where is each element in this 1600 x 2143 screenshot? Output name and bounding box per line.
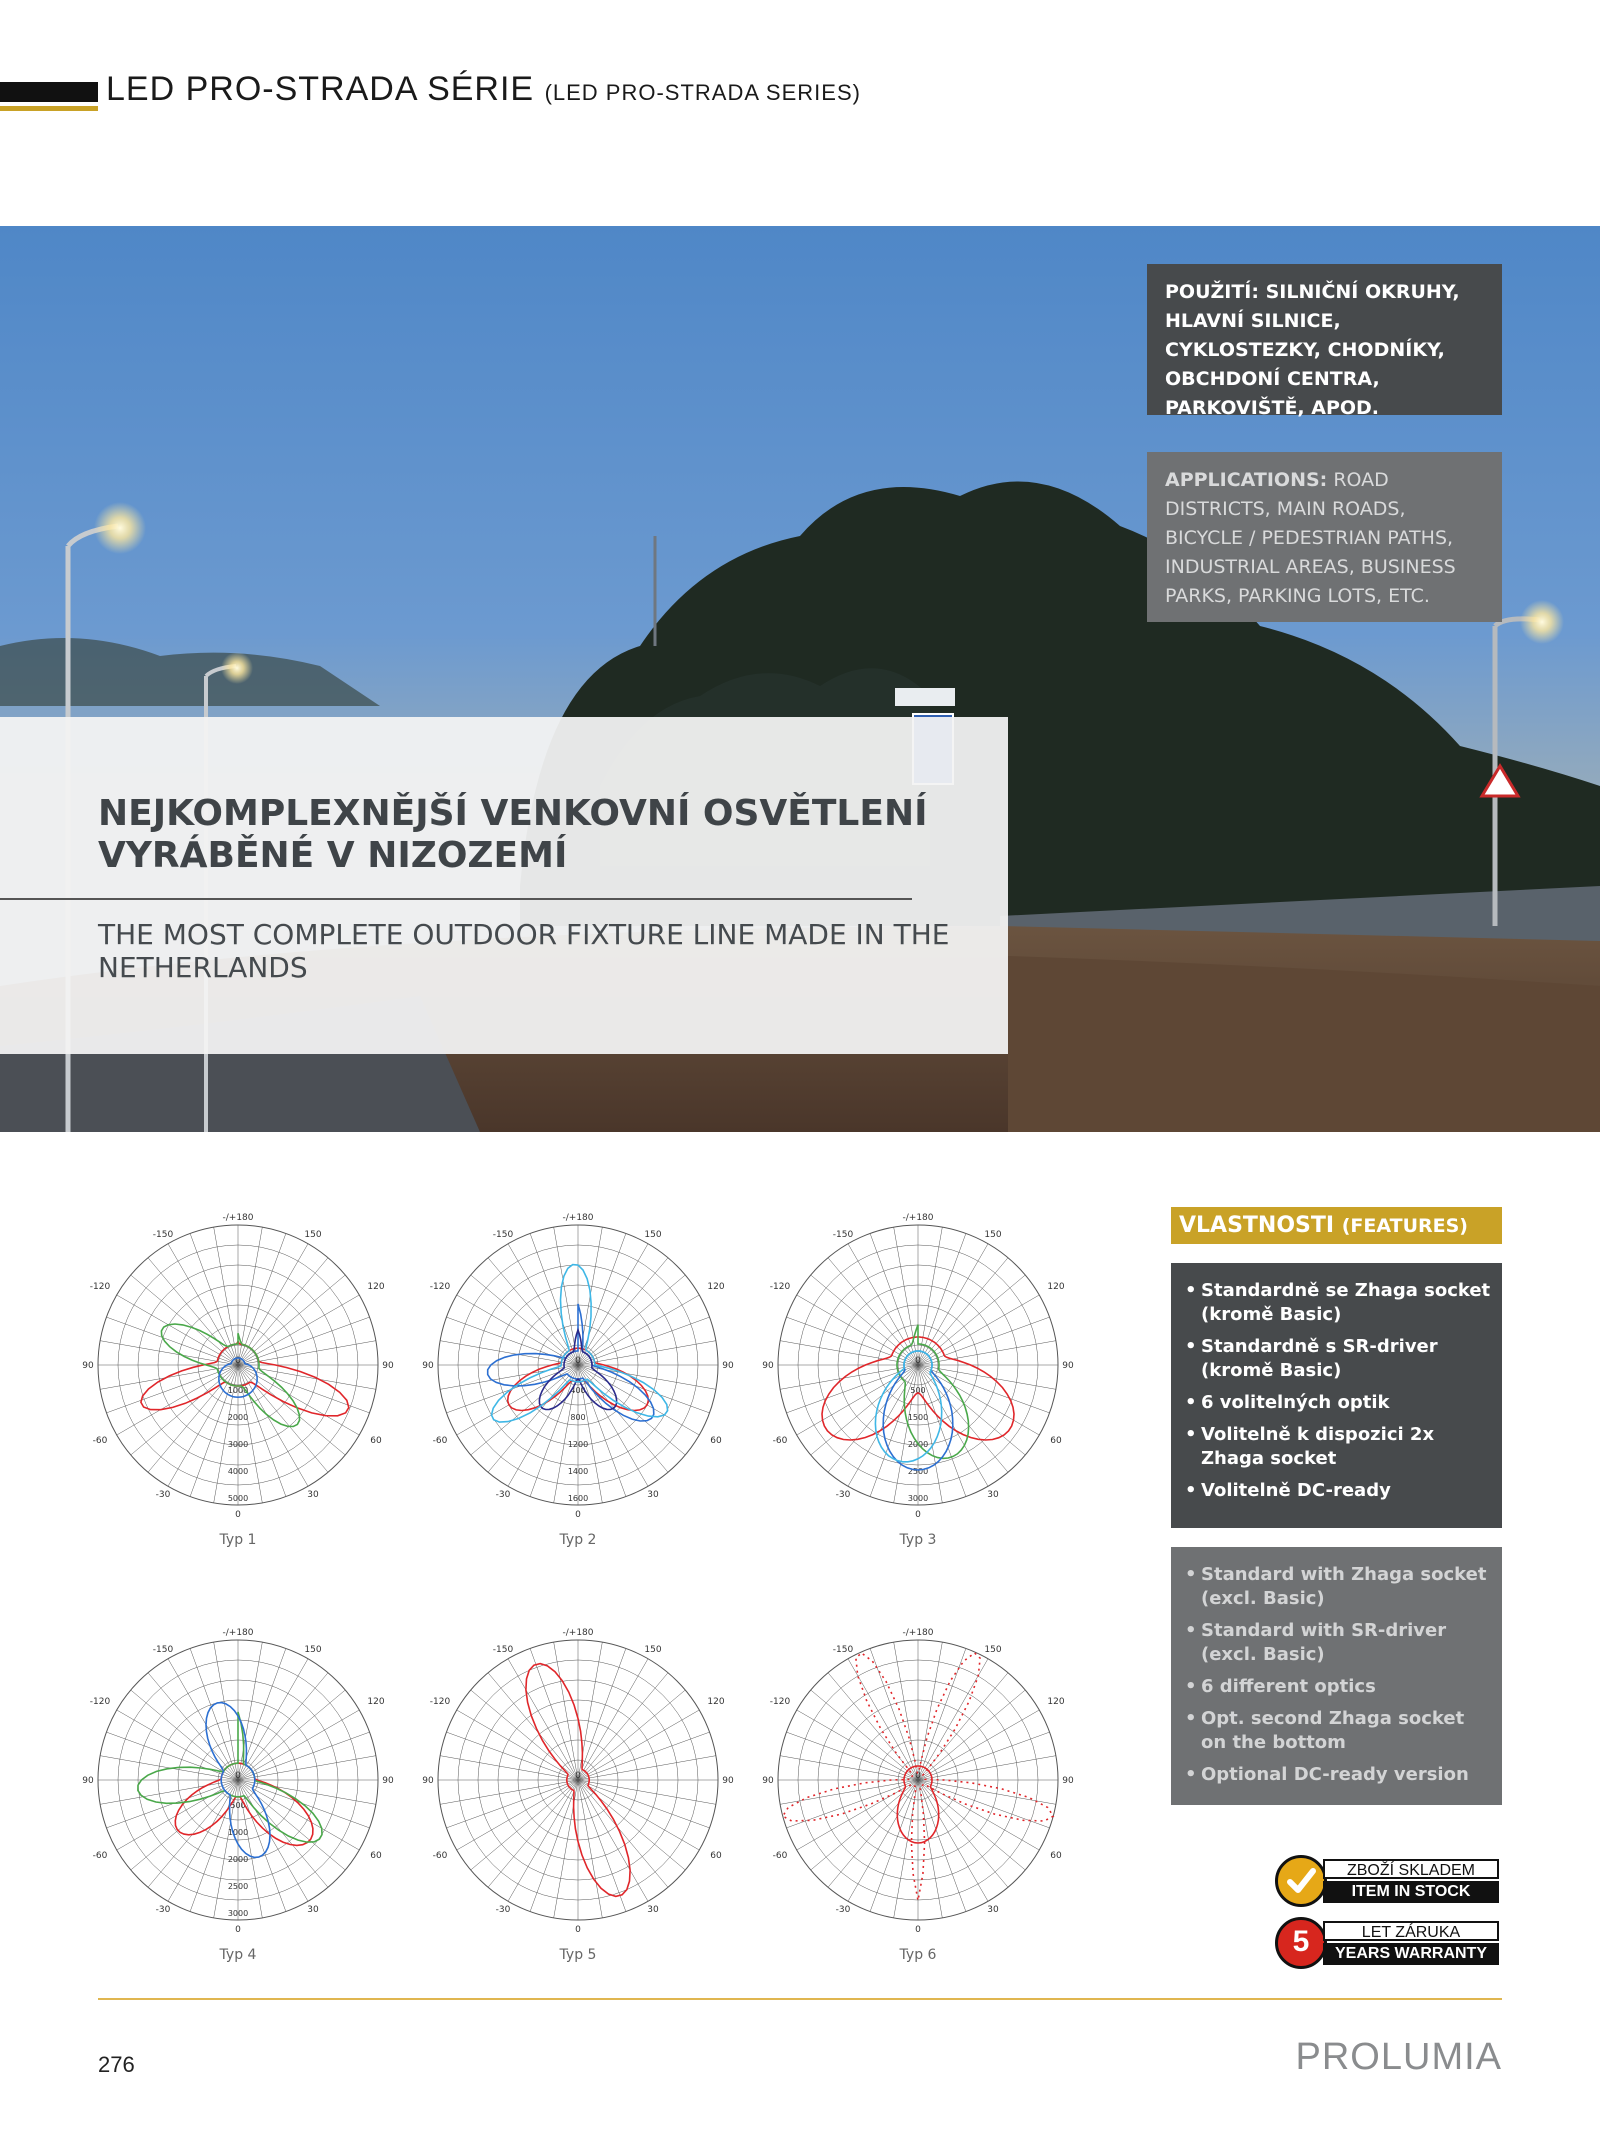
diagram-caption: Typ 4	[219, 1947, 257, 1963]
angle-label: -60	[432, 1851, 448, 1861]
radial-value-label: 500	[910, 1386, 926, 1395]
diagram-caption: Typ 3	[899, 1532, 937, 1548]
angle-label: -/+180	[562, 1628, 594, 1638]
angle-label: 30	[307, 1905, 319, 1915]
angle-label: -60	[772, 1436, 788, 1446]
angle-label: 150	[304, 1230, 322, 1240]
polar-spoke	[106, 1732, 238, 1780]
polar-spoke	[446, 1780, 578, 1828]
angle-label: -60	[92, 1851, 108, 1861]
warranty-cz: LET ZÁRUKA	[1323, 1921, 1499, 1941]
angle-label: 150	[644, 1645, 662, 1655]
angle-label: 90	[762, 1776, 774, 1786]
polar-grid	[422, 1620, 734, 1950]
angle-label: 90	[382, 1361, 394, 1371]
radial-value-label: 1600	[567, 1494, 589, 1503]
headline-panel	[0, 717, 1008, 1054]
applications-cz-box	[1147, 264, 1502, 419]
radial-value-label: 1500	[907, 1413, 929, 1422]
polar-diagram-typ-3	[762, 1205, 1074, 1555]
angle-label: 90	[1062, 1361, 1074, 1371]
angle-label: 0	[235, 1771, 241, 1781]
polar-diagram-typ-4	[82, 1620, 394, 1970]
angle-label: -120	[769, 1697, 791, 1707]
polar-spoke	[578, 1648, 626, 1780]
polar-spoke	[828, 1780, 918, 1887]
polar-spoke	[578, 1673, 668, 1780]
feature-item: • 6 different optics	[1185, 1675, 1492, 1699]
polar-spoke	[578, 1365, 668, 1472]
angle-label: -150	[832, 1230, 854, 1240]
angle-label: 90	[82, 1361, 94, 1371]
polar-spoke	[578, 1233, 626, 1365]
angle-label: 0	[235, 1925, 241, 1935]
angle-label: -30	[155, 1490, 171, 1500]
radial-value-label: 800	[570, 1413, 586, 1422]
angle-label: 120	[707, 1282, 725, 1292]
intensity-curve	[161, 1324, 299, 1427]
radial-value-label: 2500	[227, 1882, 249, 1891]
polar-spoke	[238, 1673, 328, 1780]
angle-label: -120	[89, 1697, 111, 1707]
polar-spoke	[918, 1780, 966, 1912]
angle-label: -30	[155, 1905, 171, 1915]
angle-label: 0	[915, 1510, 921, 1520]
angle-label: 120	[1047, 1697, 1065, 1707]
diagram-caption: Typ 2	[559, 1532, 597, 1548]
angle-label: -/+180	[222, 1213, 254, 1223]
polar-spoke	[578, 1780, 668, 1887]
applications-en-label: APPLICATIONS:	[1165, 469, 1328, 491]
angle-label: -/+180	[902, 1628, 934, 1638]
features-en-box	[1171, 1547, 1502, 1805]
angle-label: 60	[1050, 1851, 1062, 1861]
polar-spoke	[488, 1780, 578, 1887]
page-number: 276	[98, 2052, 135, 2077]
angle-label: -60	[92, 1436, 108, 1446]
angle-label: 30	[647, 1490, 659, 1500]
polar-diagram-typ-2	[422, 1205, 734, 1555]
feature-item: • Standardně s SR-driver (kromě Basic)	[1185, 1335, 1492, 1383]
polar-spoke	[238, 1690, 345, 1780]
angle-label: 0	[915, 1771, 921, 1781]
polar-spoke	[530, 1780, 578, 1912]
angle-label: 90	[382, 1776, 394, 1786]
radial-value-label: 400	[570, 1386, 586, 1395]
angle-label: -30	[495, 1490, 511, 1500]
header-accent-bar-gold	[0, 106, 98, 111]
warranty-number: 5	[1275, 1917, 1327, 1969]
diagram-caption: Typ 6	[899, 1947, 937, 1963]
angle-label: -150	[152, 1645, 174, 1655]
radial-value-label: 2000	[227, 1413, 249, 1422]
polar-spoke	[238, 1648, 286, 1780]
polar-grid	[82, 1620, 394, 1950]
angle-label: -150	[152, 1230, 174, 1240]
angle-label: 150	[984, 1645, 1002, 1655]
angle-label: 90	[1062, 1776, 1074, 1786]
angle-label: 90	[82, 1776, 94, 1786]
angle-label: 150	[644, 1230, 662, 1240]
radial-value-label: 2000	[907, 1440, 929, 1449]
angle-label: -30	[835, 1905, 851, 1915]
radial-value-label: 3000	[907, 1494, 929, 1503]
angle-label: 30	[987, 1905, 999, 1915]
applications-cz-text: SILNIČNÍ OKRUHY, HLAVNÍ SILNICE, CYKLOSTEZKY, CHODNÍKY, OBCHDONÍ CENTRA, PARKOVIŠTĚ, APOD.	[1165, 281, 1460, 419]
polar-spoke	[578, 1317, 710, 1365]
angle-label: -30	[495, 1905, 511, 1915]
angle-label: 60	[370, 1851, 382, 1861]
page-title-sub: (LED PRO-STRADA SERIES)	[544, 80, 861, 105]
angle-label: 60	[710, 1851, 722, 1861]
feature-item: • Opt. second Zhaga socket on the bottom	[1185, 1707, 1492, 1755]
angle-label: -/+180	[902, 1213, 934, 1223]
radial-value-label: 3000	[227, 1440, 249, 1449]
radial-value-label: 1000	[227, 1386, 249, 1395]
polar-spoke	[530, 1365, 578, 1497]
feature-item: • Volitelně DC-ready	[1185, 1479, 1492, 1503]
polar-spoke	[578, 1365, 626, 1497]
in-stock-badge	[1275, 1855, 1503, 1911]
angle-label: 0	[575, 1925, 581, 1935]
polar-spoke	[578, 1780, 710, 1828]
diagram-caption: Typ 5	[559, 1947, 597, 1963]
features-en-list	[1185, 1563, 1492, 1787]
radial-value-label: 5000	[227, 1494, 249, 1503]
in-stock-cz: ZBOŽÍ SKLADEM	[1323, 1859, 1499, 1879]
polar-grid	[762, 1205, 1074, 1535]
headline-en: THE MOST COMPLETE OUTDOOR FIXTURE LINE MADE IN THE NETHERLANDS	[98, 918, 950, 984]
angle-label: 30	[647, 1905, 659, 1915]
applications-en-text: ROAD DISTRICTS, MAIN ROADS, BICYCLE / PEDESTRIAN PATHS, INDUSTRIAL AREAS, BUSINESS PARKS, PARKING LOTS, ETC.	[1165, 469, 1456, 607]
polar-spoke	[811, 1690, 918, 1780]
radial-value-label: 2500	[907, 1467, 929, 1476]
angle-label: 90	[722, 1776, 734, 1786]
angle-label: 60	[1050, 1436, 1062, 1446]
polar-spoke	[918, 1365, 1008, 1472]
polar-spoke	[131, 1780, 238, 1870]
feature-item: • Standard with Zhaga socket (excl. Basic)	[1185, 1563, 1492, 1611]
radial-value-label: 4000	[227, 1467, 249, 1476]
polar-diagram-typ-1	[82, 1205, 394, 1555]
angle-label: 150	[984, 1230, 1002, 1240]
features-title	[1171, 1207, 1502, 1244]
angle-label: 0	[575, 1356, 581, 1366]
polar-spoke	[578, 1732, 710, 1780]
polar-spoke	[870, 1648, 918, 1780]
polar-spoke	[446, 1317, 578, 1365]
header-accent-bar-black	[0, 82, 98, 102]
radial-value-label: 1400	[567, 1467, 589, 1476]
features-cz-box	[1171, 1263, 1502, 1528]
angle-label: 0	[575, 1510, 581, 1520]
angle-label: 30	[987, 1490, 999, 1500]
polar-spoke	[488, 1365, 578, 1472]
headline-cz: NEJKOMPLEXNĚJŠÍ VENKOVNÍ OSVĚTLENÍ VYRÁBĚNÉ V NIZOZEMÍ	[98, 793, 928, 876]
feature-item: • Optional DC-ready version	[1185, 1763, 1492, 1787]
polar-grid	[762, 1620, 1074, 1950]
radial-value-label: 500	[230, 1801, 246, 1810]
footer-divider	[98, 1998, 1502, 2000]
page-title-main: LED PRO-STRADA SÉRIE	[106, 70, 535, 108]
angle-label: 0	[575, 1771, 581, 1781]
polar-diagram-typ-6	[762, 1620, 1074, 1970]
angle-label: 60	[710, 1436, 722, 1446]
page-title	[106, 70, 861, 109]
angle-label: 120	[367, 1282, 385, 1292]
polar-spoke	[446, 1732, 578, 1780]
angle-label: -120	[429, 1282, 451, 1292]
angle-label: 120	[367, 1697, 385, 1707]
features-cz-list	[1185, 1279, 1492, 1503]
radial-value-label: 2000	[227, 1855, 249, 1864]
polar-spoke	[190, 1648, 238, 1780]
polar-spoke	[238, 1780, 286, 1912]
angle-label: -150	[492, 1230, 514, 1240]
polar-spoke	[786, 1732, 918, 1780]
polar-spoke	[238, 1732, 370, 1780]
angle-label: 90	[722, 1361, 734, 1371]
radial-value-label: 3000	[227, 1909, 249, 1918]
brand-name: PROLUMIA	[1295, 2036, 1502, 2078]
polar-spoke	[918, 1690, 1025, 1780]
angle-label: -150	[832, 1645, 854, 1655]
angle-label: -120	[89, 1282, 111, 1292]
radial-value-label: 1200	[567, 1440, 589, 1449]
angle-label: 60	[370, 1436, 382, 1446]
intensity-curve	[897, 1325, 969, 1459]
angle-label: -/+180	[222, 1628, 254, 1638]
feature-item: • Volitelně k dispozici 2x Zhaga socket	[1185, 1423, 1492, 1471]
polar-spoke	[530, 1648, 578, 1780]
polar-spoke	[238, 1365, 345, 1455]
angle-label: 0	[235, 1510, 241, 1520]
angle-label: -60	[432, 1436, 448, 1446]
diagram-caption: Typ 1	[219, 1532, 257, 1548]
angle-label: -150	[492, 1645, 514, 1655]
angle-label: 90	[762, 1361, 774, 1371]
polar-spoke	[471, 1780, 578, 1870]
checkmark-icon	[1275, 1855, 1327, 1907]
in-stock-en: ITEM IN STOCK	[1323, 1881, 1499, 1903]
angle-label: 120	[707, 1697, 725, 1707]
warranty-badge	[1275, 1917, 1503, 1973]
features-title-en: (FEATURES)	[1341, 1215, 1468, 1237]
angle-label: 150	[304, 1645, 322, 1655]
applications-en-box	[1147, 452, 1502, 622]
angle-label: -120	[429, 1697, 451, 1707]
polar-spoke	[918, 1673, 1008, 1780]
polar-spoke	[578, 1780, 626, 1912]
angle-label: 120	[1047, 1282, 1065, 1292]
polar-spoke	[148, 1673, 238, 1780]
polar-spoke	[578, 1690, 685, 1780]
angle-label: -60	[772, 1851, 788, 1861]
warranty-en: YEARS WARRANTY	[1323, 1943, 1499, 1965]
angle-label: 0	[915, 1925, 921, 1935]
features-title-cz: VLASTNOSTI	[1179, 1213, 1335, 1238]
applications-cz-label: POUŽITÍ:	[1165, 281, 1259, 303]
feature-item: • Standard with SR-driver (excl. Basic)	[1185, 1619, 1492, 1667]
polar-diagram-typ-5	[422, 1620, 734, 1970]
angle-label: -30	[835, 1490, 851, 1500]
polar-spoke	[578, 1275, 685, 1365]
polar-grid	[422, 1205, 734, 1535]
polar-spoke	[530, 1233, 578, 1365]
polar-spoke	[918, 1780, 1008, 1887]
polar-spoke	[488, 1673, 578, 1780]
angle-label: 0	[235, 1356, 241, 1366]
feature-item: • Standardně se Zhaga socket (kromě Basic)	[1185, 1279, 1492, 1327]
angle-label: -/+180	[562, 1213, 594, 1223]
angle-label: 0	[915, 1356, 921, 1366]
radial-value-label: 1000	[227, 1828, 249, 1837]
angle-label: 90	[422, 1361, 434, 1371]
feature-item: • 6 volitelných optik	[1185, 1391, 1492, 1415]
angle-label: -120	[769, 1282, 791, 1292]
angle-label: 90	[422, 1776, 434, 1786]
headline-divider	[0, 898, 912, 900]
angle-label: 30	[307, 1490, 319, 1500]
polar-spoke	[238, 1365, 328, 1472]
polar-grid	[82, 1205, 394, 1535]
